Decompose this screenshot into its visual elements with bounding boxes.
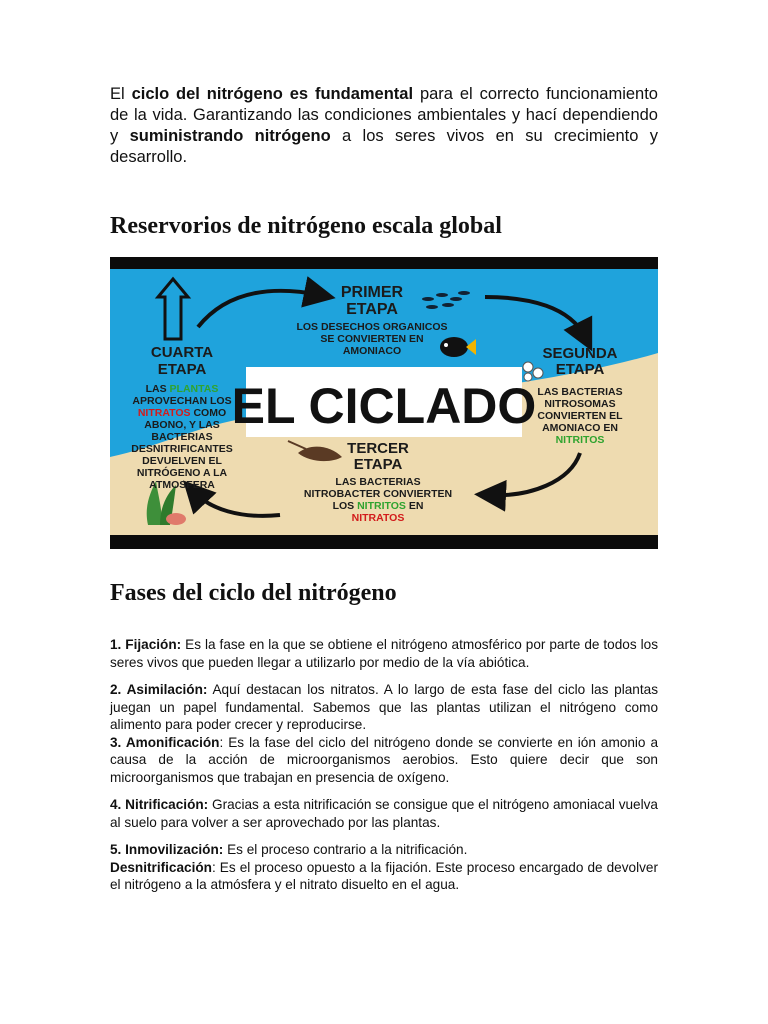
segunda-title-1: SEGUNDA — [542, 345, 618, 362]
phase-text: : Es la fase del ciclo del nitrógeno donde se convierte en ión amonio a causa de la acción de microorganismos aerobios. Esto quiere decir que son microorganismos que trabajan en presencia de oxígeno. — [110, 734, 659, 785]
cuarta-text-6: DESNITRIFICANTES — [131, 443, 233, 455]
bottom-bar — [110, 535, 658, 549]
segunda-text-3: CONVIERTEN EL — [537, 410, 623, 422]
cuarta-text-3b: COMO — [190, 407, 227, 419]
phase-fijacion — [110, 636, 658, 671]
cuarta-text-4: ABONO, Y LAS — [144, 419, 220, 431]
phase-label: 4. Nitrificación: — [110, 797, 209, 812]
cuarta-text-8: NITRÓGENO A LA — [136, 467, 228, 479]
cuarta-text-1 — [146, 383, 219, 395]
intro-bold-1: ciclo del nitrógeno es fundamental — [131, 85, 414, 103]
primer-text-1: LOS DESECHOS ORGANICOS — [296, 321, 448, 333]
phase-text: Gracias a esta nitrificación se consigue que el nitrógeno amoniacal vuelva al suelo para volver a ser aprovechado por las plantas. — [110, 797, 658, 830]
phase-amonificacion — [110, 734, 658, 787]
intro-bold-2: suministrando nitrógeno — [129, 127, 331, 145]
cuarta-text-2: APROVECHAN LOS — [132, 395, 232, 407]
tercer-title-2: ETAPA — [353, 456, 403, 473]
segunda-text-1: LAS BACTERIAS — [537, 386, 623, 398]
tercer-text-2: NITROBACTER CONVIERTEN — [303, 488, 453, 500]
phase-text: Es la fase en la que se obtiene el nitrógeno atmosférico por parte de todos los seres vivos que pueden llegar a utilizarlo por medio de la vía abiótica. — [110, 637, 658, 670]
cuarta-text-3a: NITRATOS — [137, 407, 191, 419]
segunda-text-2: NITROSOMAS — [544, 398, 616, 410]
intro-text-2: para el correcto funcionamiento de la vida. Garantizando las condiciones ambientales y hací dependiendo y — [110, 85, 658, 145]
phase-text: Aquí destacan los nitratos. A lo largo de esta fase del ciclo las plantas juegan un papel fundamental. Sabemos que las plantas utilizan el nitrógeno como alimento para poder crecer y reproducirse. — [110, 682, 659, 732]
segunda-text-5: NITRITOS — [555, 434, 605, 446]
tercer-text-4: NITRATOS — [351, 512, 405, 524]
phase-asimilacion — [110, 681, 658, 734]
nitrogen-cycle-figure — [110, 257, 658, 549]
segunda-text-4: AMONIACO EN — [542, 422, 618, 434]
tercer-title-1: TERCER — [347, 440, 409, 457]
cuarta-text-1b: PLANTAS — [169, 383, 219, 395]
tercer-text-1: LAS BACTERIAS — [335, 476, 421, 488]
phases-list — [110, 636, 658, 894]
primer-title-2: ETAPA — [346, 301, 398, 318]
cuarta-text-7: DEVUELVEN EL — [142, 455, 222, 467]
segunda-title-2: ETAPA — [555, 361, 605, 378]
phase-desnitrificacion — [110, 859, 658, 894]
phase-label: 1. Fijación: — [110, 637, 182, 652]
tercer-text-3 — [333, 500, 424, 512]
primer-text-2: SE CONVIERTEN EN — [320, 333, 424, 345]
cuarta-title-2: ETAPA — [157, 361, 207, 378]
phase-text: : Es el proceso opuesto a la fijación. Este proceso encargado de devolver el nitrógeno a la atmósfera y el nitrato disuelto en el agua. — [110, 859, 658, 892]
cuarta-text-1a: LAS — [145, 383, 170, 395]
figure-title: EL CICLADO — [231, 378, 537, 434]
intro-text-1: El — [110, 85, 132, 103]
cuarta-title-1: CUARTA — [150, 344, 214, 361]
intro-paragraph — [110, 84, 658, 168]
tercer-text-3a: LOS — [332, 500, 358, 512]
heading-fases: Fases del ciclo del nitrógeno — [110, 580, 397, 606]
phase-inmovilizacion — [110, 841, 658, 859]
heading-reservorios: Reservorios de nitrógeno escala global — [110, 213, 502, 239]
phase-nitrificacion — [110, 796, 658, 831]
phase-text: Es el proceso contrario a la nitrificación. — [223, 842, 468, 857]
tercer-text-3c: EN — [405, 500, 424, 512]
tercer-text-3b: NITRITOS — [357, 500, 406, 512]
cuarta-text-9: ATMOSFERA — [149, 479, 215, 491]
top-bar — [110, 257, 658, 269]
phase-label: Desnitrificación — [110, 859, 212, 875]
phase-label: 5. Inmovilización: — [110, 842, 224, 857]
segunda-etapa-group — [537, 345, 623, 446]
phase-label: 3. Amonificación — [110, 734, 220, 750]
cycle-illustration — [110, 257, 658, 549]
primer-text-3: AMONIACO — [342, 345, 402, 357]
cuarta-text-3 — [138, 407, 226, 419]
intro-text-3: a los seres vivos en su crecimiento y desarrollo. — [110, 127, 658, 166]
phase-label: 2. Asimilación: — [110, 682, 208, 697]
cuarta-text-5: BACTERIAS — [151, 431, 213, 443]
primer-title-1: PRIMER — [340, 284, 404, 301]
